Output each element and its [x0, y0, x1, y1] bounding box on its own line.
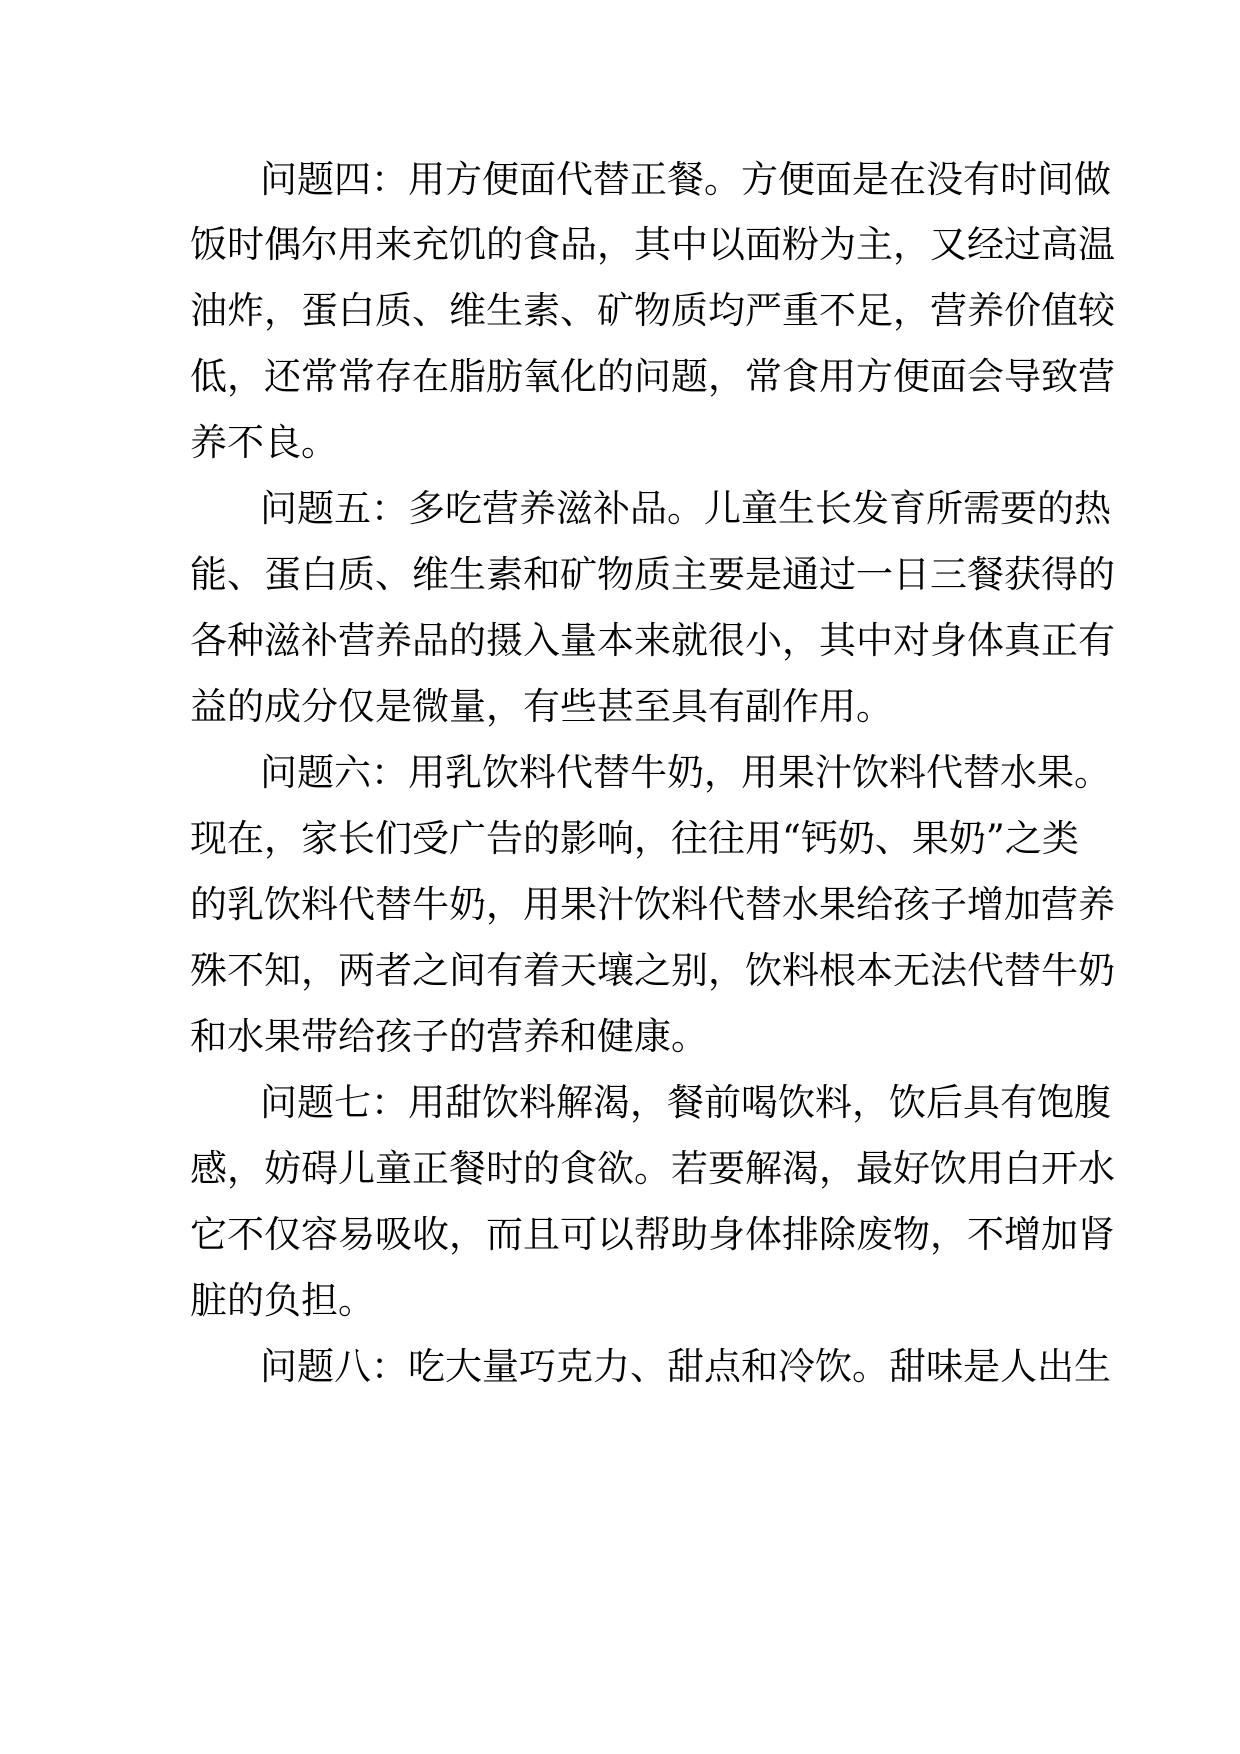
text-line: 问题八：吃大量巧克力、甜点和冷饮。甜味是人出生 — [260, 1345, 1111, 1388]
text-line: 问题七：用甜饮料解渴，餐前喝饮料，饮后具有饱腹 — [260, 1081, 1111, 1124]
text-line: 能、蛋白质、维生素和矿物质主要是通过一日三餐获得的 — [190, 553, 1115, 596]
text-line: 益的成分仅是微量，有些甚至具有副作用。 — [190, 685, 893, 728]
text-line: 殊不知，两者之间有着天壤之别，饮料根本无法代替牛奶 — [190, 949, 1115, 992]
text-line: 和水果带给孩子的营养和健康。 — [190, 1015, 708, 1058]
text-line: 饭时偶尔用来充饥的食品，其中以面粉为主，又经过高温 — [190, 223, 1115, 266]
text-line: 脏的负担。 — [190, 1279, 375, 1322]
text-line: 养不良。 — [190, 421, 338, 464]
text-line: 的乳饮料代替牛奶，用果汁饮料代替水果给孩子增加营养 — [190, 883, 1115, 926]
text-line: 感，妨碍儿童正餐时的食欲。若要解渴，最好饮用白开水 — [190, 1147, 1115, 1190]
text-line: 油炸，蛋白质、维生素、矿物质均严重不足，营养价值较 — [190, 289, 1115, 332]
text-line: 现在，家长们受广告的影响，往往用“钙奶、果奶”之类 — [190, 817, 1079, 860]
text-line: 问题五：多吃营养滋补品。儿童生长发育所需要的热 — [260, 487, 1111, 530]
text-line: 问题六：用乳饮料代替牛奶，用果汁饮料代替水果。 — [260, 751, 1111, 794]
text-line: 它不仅容易吸收，而且可以帮助身体排除废物，不增加肾 — [190, 1213, 1115, 1256]
text-line: 问题四：用方便面代替正餐。方便面是在没有时间做 — [260, 158, 1111, 201]
text-line: 低，还常常存在脂肪氧化的问题，常食用方便面会导致营 — [190, 355, 1115, 398]
text-line: 各种滋补营养品的摄入量本来就很小，其中对身体真正有 — [190, 619, 1115, 662]
